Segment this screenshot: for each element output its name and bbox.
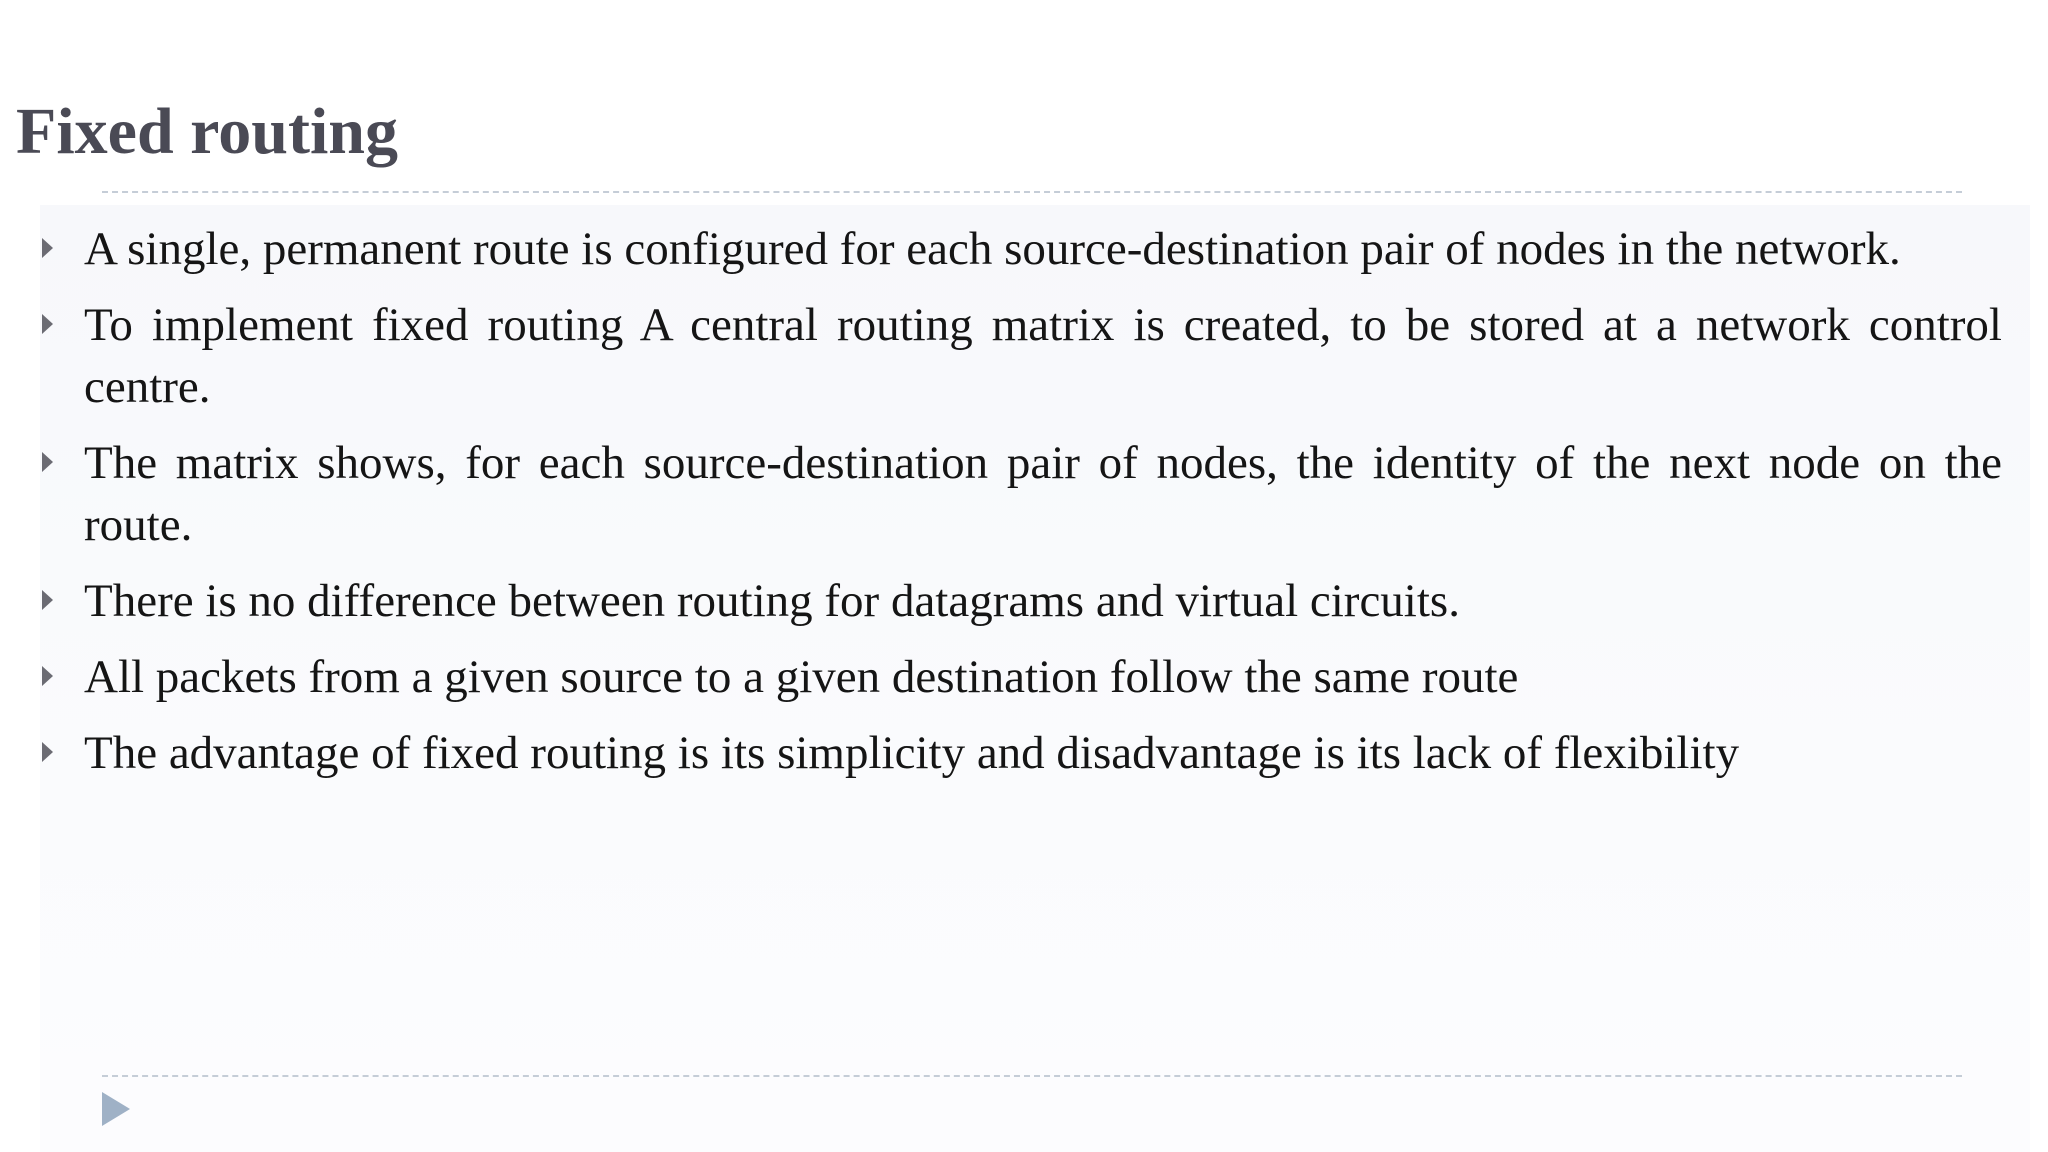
triangle-right-icon	[42, 452, 53, 472]
triangle-right-icon	[42, 742, 53, 762]
bullet-list	[36, 218, 2002, 798]
bullet-text: The matrix shows, for each source-destination pair of nodes, the identity of the next node on the route.	[84, 437, 2002, 551]
bullet-item	[36, 294, 2002, 418]
bullet-text: There is no difference between routing for datagrams and virtual circuits.	[84, 575, 1460, 627]
slide-title: Fixed routing	[16, 95, 398, 168]
bullet-item	[36, 722, 2002, 784]
bullet-item	[36, 646, 2002, 708]
triangle-right-icon	[42, 314, 53, 334]
play-arrow-icon	[102, 1092, 130, 1126]
title-divider	[102, 191, 1962, 193]
bullet-item	[36, 218, 2002, 280]
bullet-text: To implement fixed routing A central routing matrix is created, to be stored at a network control centre.	[84, 299, 2002, 413]
bullet-text: The advantage of fixed routing is its simplicity and disadvantage is its lack of flexibility	[84, 727, 1740, 779]
footer-divider	[102, 1075, 1962, 1077]
triangle-right-icon	[42, 590, 53, 610]
triangle-right-icon	[42, 238, 53, 258]
bullet-item	[36, 432, 2002, 556]
bullet-text: A single, permanent route is configured for each source-destination pair of nodes in the network.	[84, 223, 1901, 275]
bullet-text: All packets from a given source to a given destination follow the same route	[84, 651, 1519, 703]
bullet-item	[36, 570, 2002, 632]
triangle-right-icon	[42, 666, 53, 686]
